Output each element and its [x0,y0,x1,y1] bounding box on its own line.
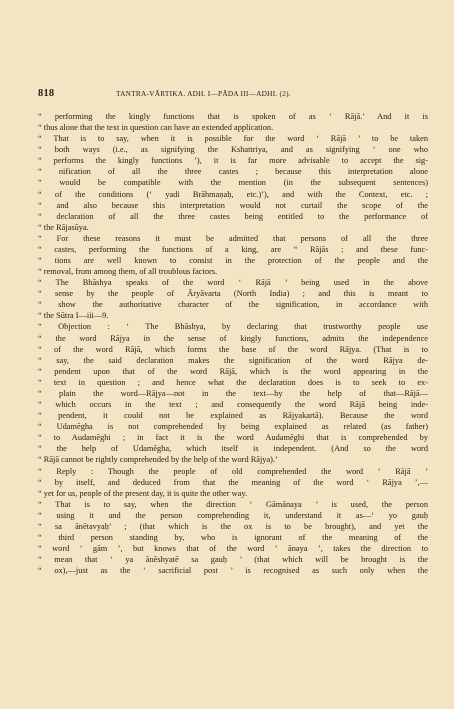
text-line: “ of the word Rājā, which forms the base of the word Rājya. (That is to [38,344,428,354]
text-line: “ the Sūtra I—iii—9. [38,311,109,321]
text-line: “ Rājā cannot be rightly comprehended by the help of the word Rājya).’ [38,455,278,465]
text-line: “ tions are well known to consist in the protection of the people and the [38,256,428,266]
page-header [38,88,428,102]
text-line: “ the word Rājya in the sense of kingly functions, admits the independence [38,333,428,343]
text-line: “ sense by the people of Āryāvarta (North India) ; and this is meant to [38,289,428,299]
running-title: TANTRA-VĀRTIKA. ADH. I—PĀDA III—ADHI. (2). [116,89,291,98]
text-line: “ For these reasons it must be admitted that persons of all the three [38,233,428,243]
body-text [38,111,428,576]
text-line: “ Reply : Though the people of old comprehended the word ‘ Rājā ’ [38,466,428,476]
text-line: “ Objection : ‘ The Bhāshya, by declaring that trustworthy people use [38,322,428,332]
text-line: “ plain the word—Rājya—not in the text—by the help of that—Rājā— [38,388,428,398]
text-line: “ performs the kingly functions ’), it is far more advisable to accept the sig- [38,156,428,166]
text-line: “ nification of all the three castes ; because this interpretation alone [38,167,428,177]
text-line: “ and also because this interpretation would not curtail the scope of the [38,200,428,210]
text-line: “ both ways (i.e., as signifying the Kshattriya, and as signifying ‘ one who [38,145,428,155]
text-line: “ Udamēgha is not comprehended by being explained as related (as father) [38,422,428,432]
text-line: “ pendent upon that of the word Rājā, which is the word appearing in the [38,366,428,376]
text-line: “ mean that ‘ ya ānēshyatē sa gauḥ ’ (that which will be brought is the [38,555,428,565]
text-line: “ show the authoritative character of the signification, in accordance with [38,300,428,310]
text-line: “ the Rājasūya. [38,222,89,232]
text-line: “ thus alone that the text in question can have an extended application. [38,123,274,133]
text-line: “ declaration of all the three castes being entitled to the performance of [38,211,428,221]
text-line: “ The Bhāshya speaks of the word ‘ Rājā ’ being used in the above [38,278,428,288]
text-line: “ using it and the person comprehending it, understand it as—‘ yo gauḥ [38,510,428,520]
text-line: “ yet for us, people of the present day, it is quite the other way. [38,488,248,498]
text-line: “ by itself, and deduced from that the meaning of the word ‘ Rājya ’,— [38,477,428,487]
text-line: “ ox),—just as the ‘ sacrificial post ’ is recognised as such only when the [38,566,428,576]
text-line: “ That is to say, when the direction ‘ Gāmānaya ’ is used, the person [38,499,428,509]
text-line: “ the help of Udamēgha, which itself is independent. (And so the word [38,444,428,454]
text-line: “ performing the kingly functions that is spoken of as ‘ Rājā.’ And it is [38,112,428,121]
text-line: “ say, the said declaration makes the signification of the word Rājya de- [38,355,428,365]
text-line: “ That is to say, when it is possible for the word ‘ Rājā ’ to be taken [38,134,428,144]
text-line: “ to Audamēghi ; in fact it is the word Audamēghi that is comprehended by [38,433,428,443]
text-line: “ sa ānētavyaḥ’ ; (that which is the ox is to be brought), and yet the [38,521,428,531]
text-line: “ of the conditions (‘ yadi Brāhmaṇaḥ, etc.)’), and with the Context, etc. ; [38,189,428,199]
text-line: “ removal, from among them, of all troublous factors. [38,267,218,277]
text-line: “ text in question ; and hence what the declaration does is to seek to ex- [38,377,428,387]
text-line: “ which occurs in the text ; and consequently the word Rājā being inde- [38,400,428,410]
page-number: 818 [38,88,55,99]
text-line: “ third person standing by, who is ignorant of the meaning of the [38,532,428,542]
text-line: “ word ‘ gām ’, but knows that of the word ‘ ānaya ’, takes the direction to [38,544,428,554]
text-line: “ castes, performing the functions of a king, are “ Rājās ; and these func- [38,244,428,254]
text-line: “ would be compatible with the mention (in the subsequent sentences) [38,178,428,188]
text-line: “ pendent, it could not be explained as Rājyakartā). Because the word [38,411,428,421]
